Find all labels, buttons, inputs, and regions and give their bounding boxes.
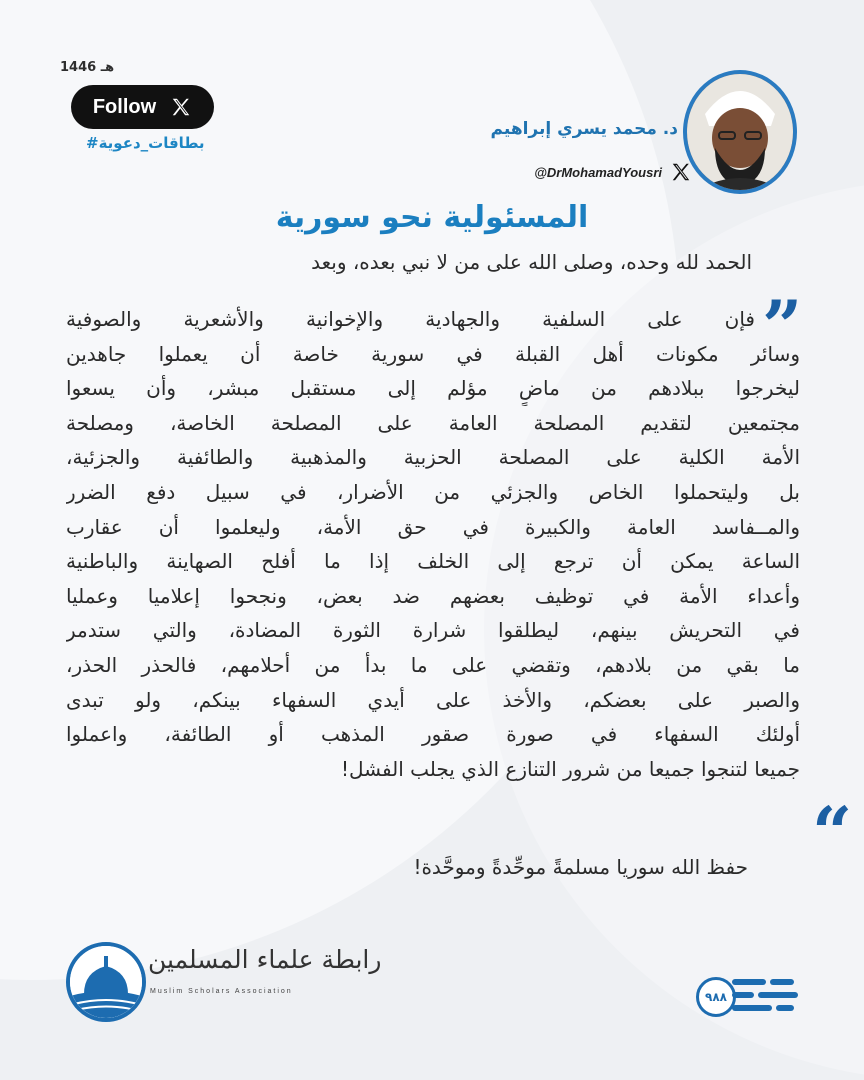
body-line: ما بقي من بلادهم، وتقضي على ما بدأ من أحلامهم، فالحذر الحذر، bbox=[66, 652, 800, 677]
body-line: جميعا لتنجوا جميعا من شرور التنازع الذي يجلب الفشل! bbox=[341, 756, 800, 781]
body-line: الأمة الكلية على المصلحة الحزبية والمذهبية والطائفية والجزئية، bbox=[66, 445, 800, 470]
hashtag[interactable]: #بطاقات_دعوية bbox=[86, 134, 205, 152]
card-number: ٩٨٨ bbox=[696, 977, 736, 1017]
body-line: مجتمعين لتقديم المصلحة العامة على المصلحة الخاصة، ومصلحة bbox=[66, 410, 800, 435]
body-line: والصبر على بعضكم، والأخذ على أيدي السفهاء بينكم، ولو تبدى bbox=[66, 687, 800, 712]
body-line: في التحريش بينهم، ليطلقوا شرارة الثورة المضادة، والتي ستدمر bbox=[66, 618, 800, 643]
author-avatar bbox=[683, 70, 797, 194]
author-name: د. محمد يسري إبراهيم bbox=[490, 119, 678, 139]
closing-line: حفظ الله سوريا مسلمةً موحِّدةً وموحَّدة! bbox=[413, 855, 748, 879]
association-name-english: Muslim Scholars Association bbox=[150, 988, 293, 995]
author-handle: @DrMohamadYousri bbox=[534, 164, 662, 180]
body-text bbox=[66, 302, 800, 786]
card-title: المسئولية نحو سورية bbox=[275, 200, 589, 235]
body-line: الساعة يمكن أن ترجع إلى الخلف إذا ما أفلح الصهاينة والباطنية bbox=[66, 549, 800, 574]
x-logo-icon bbox=[170, 96, 192, 118]
association-logo bbox=[66, 942, 146, 1022]
body-line: بل وليتحملوا الخاص والجزئي من الأضرار، في سبيل دفع الضرر bbox=[66, 479, 800, 504]
intro-line: الحمد لله وحده، وصلى الله على من لا نبي بعده، وبعد bbox=[311, 250, 752, 274]
hijri-year: 1446 هـ bbox=[60, 60, 115, 75]
body-line: ليخرجوا ببلادهم من ماضٍ مؤلم إلى مستقبل مبشر، وأن يسعوا bbox=[66, 376, 800, 401]
body-line: فإن على السلفية والجهادية والإخوانية والأشعرية والصوفية bbox=[66, 307, 755, 331]
mosque-dome-icon bbox=[70, 946, 142, 1018]
body-line: والمــفاسد العامة والكبيرة في حق الأمة، وليعلموا أن عقارب bbox=[66, 514, 800, 539]
opening-quote-icon: ” bbox=[762, 285, 803, 368]
speed-lines-icon bbox=[732, 975, 800, 1015]
body-line: أولئك السفهاء في صورة صقور المذهب أو الطائفة، واعملوا bbox=[66, 722, 800, 747]
x-logo-icon bbox=[670, 161, 692, 183]
association-name-arabic: رابطة علماء المسلمين bbox=[148, 945, 382, 974]
card-number-badge bbox=[696, 975, 800, 1015]
follow-label: Follow bbox=[92, 95, 157, 118]
author-handle-row[interactable] bbox=[534, 161, 692, 183]
closing-quote-icon: “ bbox=[812, 791, 853, 874]
body-line: وسائر مكونات أهل القبلة في سورية خاصة أن يعملوا جاهدين bbox=[66, 341, 800, 366]
avatar-illustration bbox=[687, 74, 793, 190]
body-line: وأعداء الأمة في توظيف بعضهم ضد بعض، ونجحوا إعلاميا وعمليا bbox=[66, 583, 800, 608]
follow-button[interactable] bbox=[71, 85, 214, 129]
